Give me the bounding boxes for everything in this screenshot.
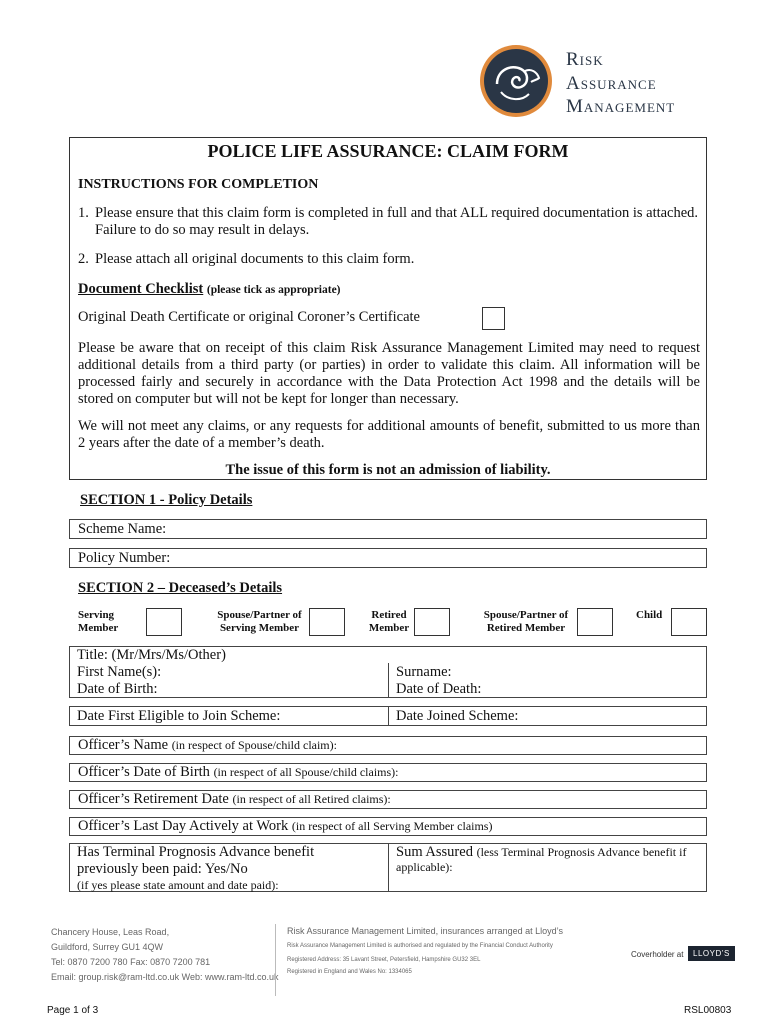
checklist-note: (please tick as appropriate) (206, 284, 341, 296)
option-label-line-1: Serving (78, 609, 115, 621)
footer-reg-line-3: Registered Address: 35 Lavant Street, Petersfield, Hampshire GU32 3EL (287, 957, 481, 963)
option-label-line-2: Member (78, 622, 119, 634)
sum-assured-note-2: applicable): (396, 860, 453, 874)
officer-retirement-label: Officer’s Retirement Date (78, 791, 229, 807)
footer-registration (287, 925, 563, 978)
officer-name-label: Officer’s Name (78, 737, 169, 753)
scheme-name-label: Scheme Name: (78, 521, 167, 537)
time-limit-notice: We will not meet any claims, or any requests for additional amounts of benefit, submitted to us more than 2 years after the date of a member’s death. (78, 418, 700, 451)
spouse-retired-checkbox[interactable] (577, 608, 613, 636)
footer-address-line-2: Guildford, Surrey GU1 4QW (51, 942, 164, 952)
terminal-note: (if yes please state amount and date paid): (77, 878, 279, 892)
liability-notice: The issue of this form is not an admission of liability. (225, 462, 551, 478)
terminal-prognosis-field[interactable] (77, 844, 314, 892)
sum-assured-field[interactable] (396, 844, 686, 873)
terminal-line-1: Has Terminal Prognosis Advance benefit (77, 844, 315, 860)
option-label-line-2: Member (368, 622, 410, 634)
death-certificate-checkbox[interactable] (482, 307, 505, 330)
option-child (636, 609, 662, 622)
officer-name-field[interactable] (69, 736, 707, 755)
officer-retirement-field[interactable] (69, 790, 707, 809)
first-names-field-label[interactable]: First Name(s): (77, 664, 162, 680)
lloyds-logo: LLOYD’S (688, 946, 735, 961)
form-title: POLICE LIFE ASSURANCE: CLAIM FORM (207, 141, 569, 161)
section-1-heading: SECTION 1 - Policy Details (80, 492, 253, 508)
option-serving-member (78, 609, 118, 635)
policy-number-label: Policy Number: (78, 550, 171, 566)
option-spouse-retired (476, 609, 576, 635)
checklist-item-death-certificate: Original Death Certificate or original Coroner’s Certificate (78, 309, 420, 325)
terminal-line-2: previously been paid: Yes/No (77, 861, 248, 877)
policy-number-field[interactable] (69, 548, 707, 568)
data-protection-notice: Please be aware that on receipt of this claim Risk Assurance Management Limited may need to request additional details from a third party (or parties) in order to validate this claim. All information will be processed fairly and securely in accordance with the Data Protection Act 1998 and the details will be stored on computer but will not be kept for longer than necessary. (78, 340, 700, 407)
retired-member-checkbox[interactable] (414, 608, 450, 636)
child-checkbox[interactable] (671, 608, 707, 636)
instruction-2: Please attach all original documents to this claim form. (95, 251, 415, 267)
option-label-line-2: Serving Member (219, 622, 300, 634)
coverholder-label: Coverholder at (631, 950, 684, 959)
officer-retirement-note: (in respect of all Retired claims): (232, 792, 391, 806)
officer-name-note: (in respect of Spouse/child claim): (171, 738, 337, 752)
footer-reg-line-4: Registered in England and Wales No: 1334065 (287, 969, 412, 975)
option-retired-member (364, 609, 414, 635)
document-checklist (78, 281, 341, 298)
instruction-2-number: 2. (78, 251, 89, 267)
first-eligible-field-label[interactable]: Date First Eligible to Join Scheme: (77, 708, 281, 724)
checklist-heading: Document Checklist (78, 281, 204, 297)
option-label-line-1: Spouse/Partner of (217, 609, 302, 621)
footer-reg-line-2: Risk Assurance Management Limited is authorised and regulated by the Financial Conduct Authority (287, 943, 553, 949)
ram-logo (479, 44, 553, 118)
logo-line-2: Assurance (566, 72, 657, 94)
officer-last-day-field[interactable] (69, 817, 707, 836)
surname-field-label[interactable]: Surname: (396, 664, 452, 680)
footer-address-line-4: Email: group.risk@ram-ltd.co.uk Web: www.ram-ltd.co.uk (51, 972, 279, 982)
scheme-name-field[interactable] (69, 519, 707, 539)
footer-address-line-3: Tel: 0870 7200 780 Fax: 0870 7200 781 (51, 957, 211, 967)
dod-field-label[interactable]: Date of Death: (396, 681, 482, 697)
footer-address-line-1: Chancery House, Leas Road, (51, 927, 170, 937)
option-label-line-1: Retired (371, 609, 407, 621)
instruction-1-number: 1. (78, 205, 89, 221)
serving-member-checkbox[interactable] (146, 608, 182, 636)
logo-line-1: Risk (566, 49, 604, 70)
officer-last-day-note: (in respect of all Serving Member claims) (291, 819, 493, 833)
officer-last-day-label: Officer’s Last Day Actively at Work (78, 818, 289, 834)
footer-reg-line-1: Risk Assurance Management Limited, insurances arranged at Lloyd’s (287, 926, 563, 936)
instructions-heading: INSTRUCTIONS FOR COMPLETION (78, 177, 319, 192)
title-field-label[interactable]: Title: (Mr/Mrs/Ms/Other) (77, 647, 226, 663)
sum-assured-note-1: (less Terminal Prognosis Advance benefit if (476, 845, 687, 859)
sum-assured-label: Sum Assured (396, 844, 473, 860)
date-joined-field-label[interactable]: Date Joined Scheme: (396, 708, 519, 724)
option-label-line-1: Spouse/Partner of (483, 609, 569, 621)
document-reference: RSL00803 (684, 1005, 732, 1016)
footer-divider (275, 924, 276, 996)
option-label-line-1: Child (636, 609, 663, 621)
logo-line-3: Management (566, 96, 676, 117)
logo-wordmark (566, 48, 675, 119)
officer-dob-note: (in respect of all Spouse/child claims): (213, 765, 399, 779)
officer-dob-field[interactable] (69, 763, 707, 782)
dob-field-label[interactable]: Date of Birth: (77, 681, 158, 697)
section-2-heading: SECTION 2 – Deceased’s Details (78, 580, 283, 596)
footer-address (51, 925, 279, 985)
spouse-serving-checkbox[interactable] (309, 608, 345, 636)
instruction-1: Please ensure that this claim form is completed in full and that ALL required documentation is attached. Failure to do so may result in delays. (95, 205, 699, 238)
option-spouse-serving (212, 609, 307, 635)
option-label-line-2: Retired Member (486, 622, 566, 634)
officer-dob-label: Officer’s Date of Birth (78, 764, 210, 780)
page-number: Page 1 of 3 (47, 1005, 99, 1016)
